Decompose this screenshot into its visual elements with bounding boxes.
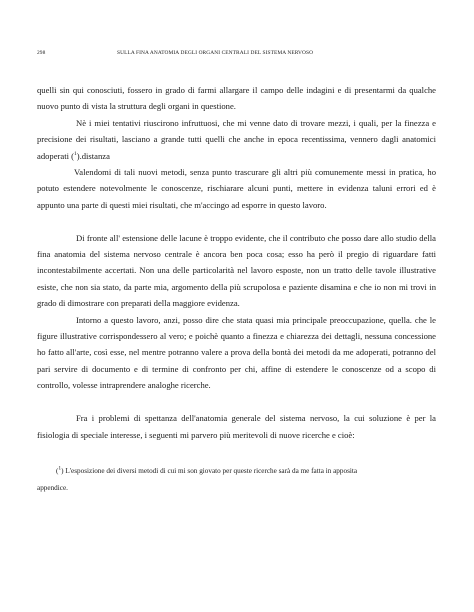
paragraph-3: Valendomi di tali nuovi metodi, senza punto trascurare gli altri più comunemente messi in pratica, ho potuto estendere notevolmente le conoscenze, rischiarare alcuni punti, mettere in evidenza taluni errori ed è appunto una parte di questi miei risultati, che m'accingo ad esporre in questo lavoro. [37,167,436,210]
paragraph-5: Intorno a questo lavoro, anzi, posso dire che stata quasi mia principale preoccupazione, quella. che le figure illustrative corrispondessero al vero; e poichè quanto a finezza e chiarezza dei dettagli, nessuna concessione ho fatto all'arte, così esse, nel mentre potranno valere a prova della bontà dei metodi da me adoperati, potranno del pari servire di documento e di termine di confronto per chi, affine di estendere le conoscenze od a scopo di controllo, volesse intraprendere analoghe ricerche. [37,314,436,391]
footnote-paren-close: ) [61,467,64,475]
footnote-mark: 1 [58,465,62,472]
footnote-line-2: appendice. [37,484,68,492]
paragraph-2 [37,115,436,164]
paragraph-2-text-a: Nè i miei tentativi riuscirono infruttuosi, che mi venne dato di trovare mezzi, i quali, per la finezza e precisione dei risultati, lasciano a grande tutti quelli che anche in epoca recentissima, vennero dagli anatomici adoperati ( [37,117,436,161]
paragraph-2-text-b: ).distanza [76,150,110,161]
paragraph-4: Di fronte all' estensione delle lacune è troppo evidente, che il contributo che posso dare allo studio della fina anatomia del sistema nervoso centrale è ancora ben poca cosa; esso ha però il pregio di riguardare fatti incontestabilmente accertati. Non una delle particolarità nel lavoro esposte, non un tratto delle tavole illustrative esiste, che non sia stato, da parte mia, argomento della più scrupolosa e paziente disamina e che io non mi trovi in grado di dimostrare con preparati della maggiore evidenza. [37,232,436,309]
footnote-reference: 1 [73,150,77,157]
running-title: SULLA FINA ANATOMIA DEGLI ORGANI CENTRALI DEL SISTEMA NERVOSO [117,50,314,56]
footnote-line-1 [37,463,436,480]
footnote [37,463,436,497]
body-text [37,82,436,443]
footnote-paren-open: ( [56,467,59,475]
paragraph-1: quelli sin qui conosciuti, fossero in grado di farmi allargare il campo delle indagini e di presentarmi da qualche nuovo punto di vista la struttura degli organi in questione. [37,85,436,112]
footnote-text-a: L'esposizione dei diversi metodi di cui mi son giovato per queste ricerche sarà da me fatta in apposita [63,467,358,475]
page-number: 298 [37,50,46,56]
paragraph-6: Fra i problemi di spettanza dell'anatomia generale del sistema nervoso, la cui soluzione è per la fisiologia di speciale interesse, i seguenti mi parvero più meritevoli di nuove ricerche e cioè: [37,413,436,440]
